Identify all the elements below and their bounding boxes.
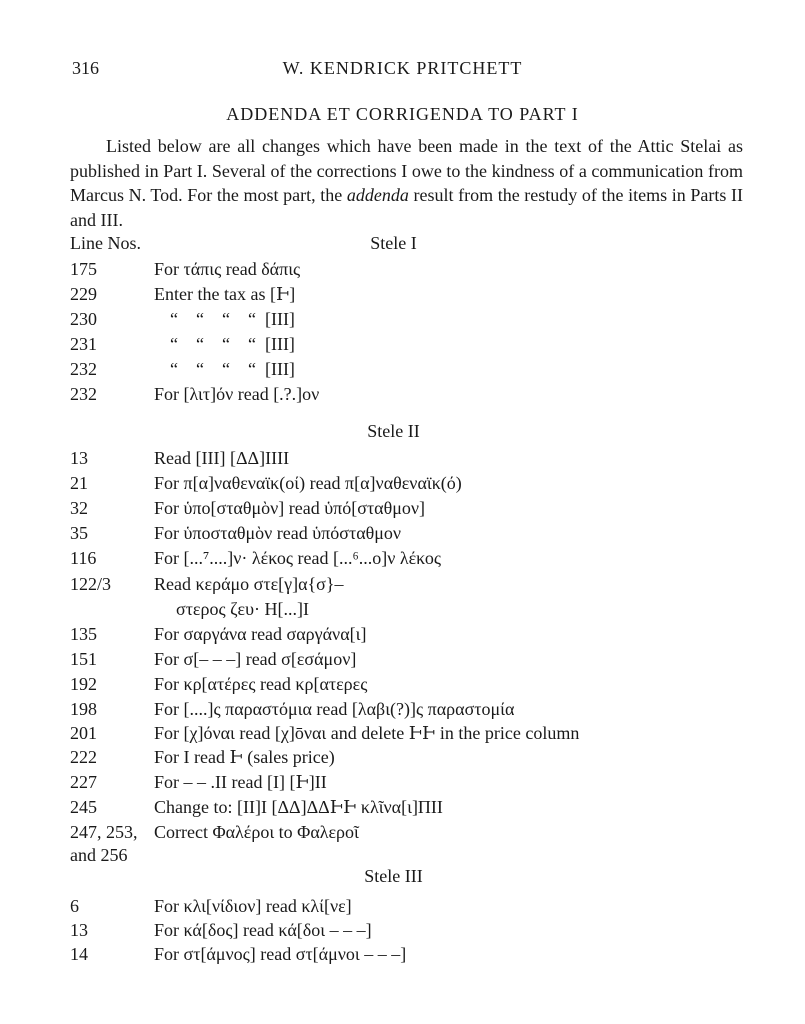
correction-text: For κά[δος] read κά[δοι – – –] bbox=[154, 920, 372, 940]
table-row bbox=[70, 307, 750, 332]
intro-paragraph bbox=[70, 134, 743, 232]
intro-italic: addenda bbox=[346, 185, 409, 205]
table-row bbox=[70, 697, 750, 722]
correction-text: Read [ΙΙΙ] [ΔΔ]ΙΙΙΙ bbox=[154, 448, 290, 468]
correction-text: στερος ζευ· Η[...]Ι bbox=[176, 599, 310, 619]
line-number: 135 bbox=[70, 624, 97, 644]
correction-text: For [....]ς παραστόμια read [λαβι(?)]ς παραστομία bbox=[154, 699, 515, 719]
correction-text: For στ[άμνος] read στ[άμνοι – – –] bbox=[154, 944, 407, 964]
table-row bbox=[70, 572, 750, 597]
correction-text: For κλι[νίδιον] read κλί[νε] bbox=[154, 896, 352, 916]
stele-1-heading: Stele I bbox=[370, 233, 417, 253]
correction-text: For σ[– – –] read σ[εσάμον] bbox=[154, 649, 357, 669]
section-title: ADDENDA ET CORRIGENDA TO PART I bbox=[226, 104, 579, 124]
line-number: 222 bbox=[70, 747, 97, 767]
table-row bbox=[70, 597, 750, 622]
correction-text: Change to: [ΙΙ]Ι [ΔΔ]ΔΔͰͰ κλῖνα[ι]ΠΙΙ bbox=[154, 797, 443, 817]
correction-text: “ “ “ “ [ΙΙΙ] bbox=[170, 309, 295, 329]
table-row bbox=[70, 672, 750, 697]
table-row bbox=[70, 795, 750, 820]
correction-text: For σαργάνα read σαργάνα[ι] bbox=[154, 624, 367, 644]
correction-text: “ “ “ “ [ΙΙΙ] bbox=[170, 334, 295, 354]
line-number: 229 bbox=[70, 284, 97, 304]
line-number: 245 bbox=[70, 797, 97, 817]
line-number: 122/3 bbox=[70, 574, 112, 594]
correction-text: Enter the tax as [Ͱ] bbox=[154, 284, 296, 304]
table-row bbox=[70, 546, 750, 571]
table-row bbox=[70, 332, 750, 357]
line-number: 227 bbox=[70, 772, 97, 792]
correction-text: “ “ “ “ [ΙΙΙ] bbox=[170, 359, 295, 379]
table-row bbox=[70, 357, 750, 382]
table-row bbox=[70, 721, 750, 746]
table-row bbox=[70, 521, 750, 546]
line-number: 151 bbox=[70, 649, 97, 669]
line-number: 231 bbox=[70, 334, 97, 354]
line-number: 35 bbox=[70, 523, 88, 543]
correction-text: For [λιτ]όν read [.?.]ον bbox=[154, 384, 320, 404]
line-number: 192 bbox=[70, 674, 97, 694]
correction-text: For τάπις read δάπις bbox=[154, 259, 301, 279]
running-author: W. KENDRICK PRITCHETT bbox=[282, 58, 523, 78]
table-row bbox=[70, 820, 750, 845]
line-number: 232 bbox=[70, 384, 97, 404]
line-number: 6 bbox=[70, 896, 79, 916]
line-number: 14 bbox=[70, 944, 88, 964]
correction-text: For – – .ΙΙ read [Ι] [Ͱ]ΙΙ bbox=[154, 772, 327, 792]
line-number: 32 bbox=[70, 498, 88, 518]
table-row bbox=[70, 622, 750, 647]
table-row bbox=[70, 282, 750, 307]
stele-3-heading: Stele III bbox=[364, 866, 423, 886]
line-number: 201 bbox=[70, 723, 97, 743]
table-row bbox=[70, 942, 750, 967]
line-number: 232 bbox=[70, 359, 97, 379]
correction-text: Correct Φαλέροι to Φαλεροῖ bbox=[154, 822, 359, 842]
table-row bbox=[70, 843, 750, 868]
table-row bbox=[70, 496, 750, 521]
table-row bbox=[70, 257, 750, 282]
column-header: Line Nos. bbox=[70, 233, 141, 253]
line-number: 13 bbox=[70, 448, 88, 468]
correction-text: For ὑποσταθμὸν read ὑπόσταθμον bbox=[154, 523, 402, 543]
table-row bbox=[70, 382, 750, 407]
table-row bbox=[70, 471, 750, 496]
line-number: 21 bbox=[70, 473, 88, 493]
table-row bbox=[70, 894, 750, 919]
stele-2-heading: Stele II bbox=[367, 421, 420, 441]
line-number: 230 bbox=[70, 309, 97, 329]
correction-text: For ὑπο[σταθμὸν] read ὑπό[σταθμον] bbox=[154, 498, 426, 518]
correction-text: Read κεράμο στε[γ]α{σ}– bbox=[154, 574, 344, 594]
correction-text: For Ι read Ͱ (sales price) bbox=[154, 747, 335, 767]
line-number: and 256 bbox=[70, 845, 128, 865]
line-number: 198 bbox=[70, 699, 97, 719]
table-row bbox=[70, 647, 750, 672]
page-number: 316 bbox=[72, 58, 99, 78]
intro-text-2: result from the restudy of the items in Parts II and III. bbox=[70, 185, 743, 230]
correction-text: For π[α]ναθεναϊκ(οί) read π[α]ναθεναϊκ(ό) bbox=[154, 473, 462, 493]
line-number: 116 bbox=[70, 548, 97, 568]
running-header bbox=[72, 58, 733, 84]
line-number: 247, 253, bbox=[70, 822, 138, 842]
correction-text: For [χ]όναι read [χ]ōναι and delete ͰͰ in the price column bbox=[154, 723, 580, 743]
table-row bbox=[70, 918, 750, 943]
intro-text-1: Listed below are all changes which have been made in the text of the Attic Stelai as published in Part I. Several of the corrections I owe to the kindness of a communication from Marcus N. Tod. For the most part, the bbox=[70, 136, 743, 205]
correction-text: For κρ[ατέρες read κρ[ατερες bbox=[154, 674, 368, 694]
line-number: 175 bbox=[70, 259, 97, 279]
correction-text: For [...⁷....]ν· λέκος read [...⁶...ο]ν λέκος bbox=[154, 548, 441, 568]
table-row bbox=[70, 745, 750, 770]
table-row bbox=[70, 770, 750, 795]
line-number: 13 bbox=[70, 920, 88, 940]
table-row bbox=[70, 446, 750, 471]
